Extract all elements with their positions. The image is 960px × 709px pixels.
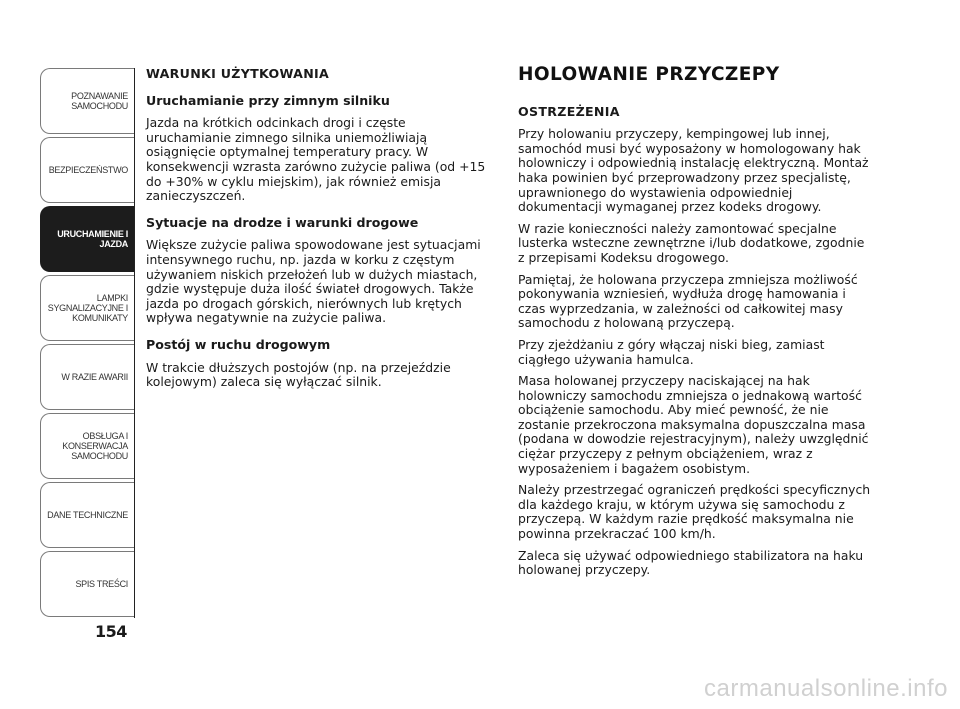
warning-heading: OSTRZEŻENIA	[518, 103, 620, 119]
paragraph-stop: W trakcie dłuższych postojów (np. na przejeździe kolejowym) zaleca się wyłączać silnik.	[146, 359, 451, 390]
paragraph: Masa holowanej przyczepy naciskającej na hak holowniczy samochodu zmniejsza o jednakową wartość obciążenie samochodu. Aby mieć pewność, że nie zostanie przekroczona maksymalna dopuszczalna masa (podana w dowodzie rejestracyjnym), należy uwzględnić ciężar przyczepy z pełnym obciążeniem, wraz z wyposażeniem i bagażem osobistym.	[518, 373, 869, 476]
subheading-cold-start: Uruchamianie przy zimnym silniku	[146, 92, 390, 108]
right-column	[518, 62, 874, 585]
watermark: carmanualsonline.info	[704, 675, 948, 702]
tab-dane-techniczne[interactable]: DANE TECHNICZNE	[40, 482, 134, 548]
paragraph: W razie konieczności należy zamontować specjalne lusterka wsteczne zewnętrzne i/lub dodatkowe, zgodnie z przepisami Kodeksu drogowego.	[518, 220, 865, 265]
subheading-traffic: Sytuacje na drodze i warunki drogowe	[146, 214, 419, 230]
subheading-stop: Postój w ruchu drogowym	[146, 336, 331, 352]
page-number: 154	[95, 622, 127, 641]
tab-poznawanie-samochodu[interactable]: POZNAWANIE SAMOCHODU	[40, 68, 134, 134]
paragraph: Zaleca się używać odpowiedniego stabilizatora na haku holowanej przyczepy.	[518, 547, 864, 578]
tab-uruchamienie-i-jazda[interactable]: URUCHAMIENIE I JAZDA	[40, 206, 134, 272]
paragraph-traffic: Większe zużycie paliwa spowodowane jest sytuacjami intensywnego ruchu, np. jazda w korku z częstym używaniem niskich przełożeń lub w dużych miastach, gdzie występuje duża ilość świateł drogowych. Także jazda po drogach górskich, nierównych lub krętych wpływa negatywnie na zużycie paliwa.	[146, 237, 481, 326]
paragraph: Pamiętaj, że holowana przyczepa zmniejsza możliwość pokonywania wzniesień, wydłuża drogę hamowania i czas wyprzedzania, w zależności od całkowitej masy samochodu z holowaną przyczepą.	[518, 271, 858, 331]
paragraph-cold-start: Jazda na krótkich odcinkach drogi i częste uruchamianie zimnego silnika uniemożliwiają osiągnięcie optymalnej temperatury pracy. W konsekwencji wzrasta zarówno zużycie paliwa (od +15 do +30% w cyklu miejskim), jak również emisja zanieczyszczeń.	[146, 115, 486, 204]
tab-w-razie-awarii[interactable]: W RAZIE AWARII	[40, 344, 134, 410]
paragraph: Należy przestrzegać ograniczeń prędkości specyficznych dla każdego kraju, w którym używa się samochodu z przyczepą. W każdym razie prędkość maksymalna nie powinna przekraczać 100 km/h.	[518, 482, 871, 542]
page-title: HOLOWANIE PRZYCZEPY	[518, 64, 780, 85]
tab-obsluga-i-konserwacja[interactable]: OBSŁUGA I KONSERWACJA SAMOCHODU	[40, 413, 134, 479]
paragraph: Przy holowaniu przyczepy, kempingowej lub innej, samochód musi być wyposażony w homologowany hak holowniczy i odpowiednią instalację elektryczną. Montaż haka powinien być przeprowadzony przez specjalistę, uprawnionego do wystawienia odpowiedniej dokumentacji wymaganej przez kodeks drogowy.	[518, 126, 869, 215]
section-title-warunki: WARUNKI UŻYTKOWANIA	[146, 66, 330, 81]
tab-lampki-sygnalizacyjne[interactable]: LAMPKI SYGNALIZACYJNE I KOMUNIKATY	[40, 275, 134, 341]
tab-spis-tresci[interactable]: SPIS TREŚCI	[40, 551, 134, 617]
chapter-tabs	[40, 68, 135, 618]
tab-bezpieczenstwo[interactable]: BEZPIECZEŃSTWO	[40, 137, 134, 203]
paragraph: Przy zjeżdżaniu z góry włączaj niski bieg, zamiast ciągłego używania hamulca.	[518, 336, 825, 367]
left-column	[146, 62, 490, 397]
